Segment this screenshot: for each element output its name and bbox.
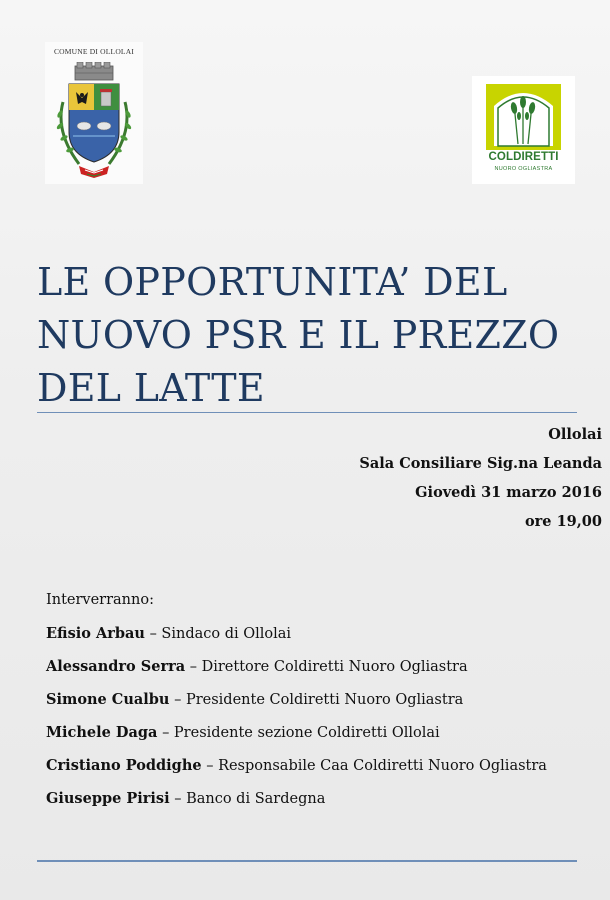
speaker-role: Banco di Sardegna xyxy=(186,791,326,807)
speaker-role: Direttore Coldiretti Nuoro Ogliastra xyxy=(201,659,468,675)
event-info xyxy=(359,420,602,536)
speakers-heading: Interverranno: xyxy=(46,592,154,608)
speaker-item xyxy=(46,625,291,642)
speaker-item xyxy=(46,724,440,741)
speaker-separator: – xyxy=(162,725,170,741)
event-date: Giovedì 31 marzo 2016 xyxy=(415,484,602,501)
speaker-item xyxy=(46,790,325,807)
speaker-name: Efisio Arbau xyxy=(46,625,145,642)
title-line-2: NUOVO PSR E IL PREZZO xyxy=(37,313,560,357)
title-line-1: LE OPPORTUNITA’ DEL xyxy=(37,260,508,304)
speaker-role: Responsabile Caa Coldiretti Nuoro Ogliastra xyxy=(218,758,547,774)
speaker-name: Giuseppe Pirisi xyxy=(46,790,170,807)
speaker-name: Cristiano Poddighe xyxy=(46,757,202,774)
speaker-separator: – xyxy=(149,626,157,642)
speaker-role: Presidente Coldiretti Nuoro Ogliastra xyxy=(185,692,464,708)
speaker-role: Sindaco di Ollolai xyxy=(161,626,292,642)
event-time: ore 19,00 xyxy=(525,513,602,530)
speaker-role: Presidente sezione Coldiretti Ollolai xyxy=(173,725,440,741)
speaker-separator: – xyxy=(206,758,214,774)
event-title xyxy=(37,256,582,415)
event-venue: Sala Consiliare Sig.na Leanda xyxy=(359,455,602,472)
speaker-name: Simone Cualbu xyxy=(46,691,170,708)
coldiretti-subtitle: NUORO OGLIASTRA xyxy=(494,166,553,172)
speaker-separator: – xyxy=(189,659,197,675)
comune-logo-caption: COMUNE DI OLLOLAI xyxy=(53,47,135,56)
comune-logo xyxy=(45,42,143,184)
speaker-item xyxy=(46,757,547,774)
speaker-name: Alessandro Serra xyxy=(46,658,186,675)
speaker-item xyxy=(46,691,463,708)
event-place: Ollolai xyxy=(548,426,602,443)
speaker-name: Michele Daga xyxy=(46,724,158,741)
footer-divider xyxy=(37,860,577,862)
coat-of-arms-icon xyxy=(49,62,139,184)
speaker-separator: – xyxy=(174,791,182,807)
speaker-item xyxy=(46,658,468,675)
coldiretti-name: COLDIRETTI xyxy=(488,151,559,163)
title-divider xyxy=(37,412,577,413)
wheat-emblem-icon xyxy=(486,84,561,150)
speaker-separator: – xyxy=(174,692,182,708)
title-line-3: DEL LATTE xyxy=(37,366,265,410)
coldiretti-logo xyxy=(472,76,575,184)
